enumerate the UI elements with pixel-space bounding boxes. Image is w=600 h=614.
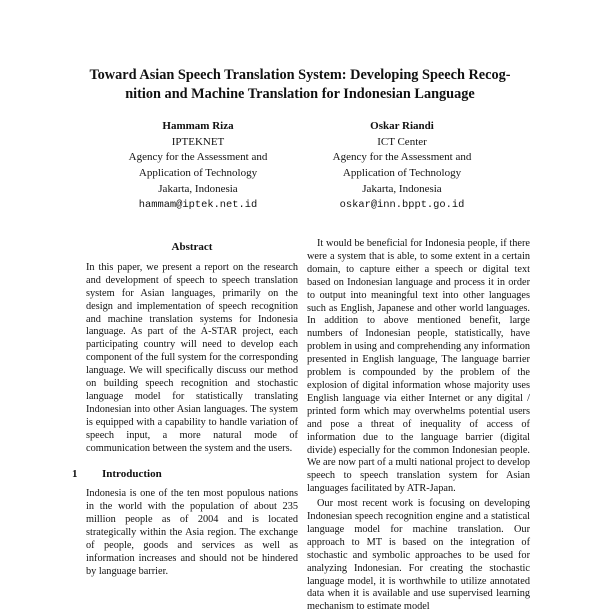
- author-org: ICT Center: [377, 135, 427, 148]
- section-title: Introduction: [102, 467, 162, 480]
- author-email: hammam@iptek.net.id: [138, 198, 258, 211]
- introduction-section: [72, 467, 298, 579]
- title-line-1: Toward Asian Speech Translation System: Developing Speech Recog-: [89, 67, 511, 83]
- paper-title: [62, 66, 538, 103]
- introduction-text: Indonesia is one of the ten most populous nations in the world with the population of about 235 million people as of 2004 and is located strategically within the Asia region. The exchange of people, goods and services as well as information increases and should not be hindered by language barrier.: [86, 488, 298, 577]
- section-number: 1: [72, 467, 78, 480]
- author-agency-line2: Application of Technology: [342, 167, 462, 180]
- author-name: Hammam Riza: [162, 120, 234, 132]
- abstract-section: [86, 241, 298, 456]
- title-line-2: nition and Machine Translation for Indonesian Language: [125, 85, 475, 102]
- body-paragraph-2: Our most recent work is focusing on developing Indonesian speech recognition engine and a statistical language model for machine translation. Our approach to MT is based on the integration of stochastic and symbolic approaches to be used for analyzing Indonesian. For creating the stochastic language model, it is worthwhile to utilize annotated data when it is available and use supervised learning mechanism to estimate model: [307, 498, 530, 613]
- left-column: [72, 241, 298, 579]
- author-block-2: [302, 119, 502, 213]
- author-agency-line2: Application of Technology: [138, 167, 258, 180]
- author-email: oskar@inn.bppt.go.id: [339, 198, 465, 211]
- author-block-1: [98, 119, 298, 213]
- author-location: Jakarta, Indonesia: [158, 182, 238, 195]
- author-agency-line1: Agency for the Assessment and: [128, 151, 268, 164]
- author-agency-line1: Agency for the Assessment and: [332, 151, 472, 164]
- abstract-text: In this paper, we present a report on the research and development of speech to speech translation system for Asian languages, primarily on the design and implementation of speech recognition and machine translation systems for Indonesia language. As part of the A-STAR project, each participating country will need to develop each component of the full system for the corresponding language. We will specifically discuss our method on building speech recognition and stochastic language model for statistically translating Indonesian into other Asian languages. The system is equipped with a capability to handle variation of speech input, a more natural mode of communication between the system and the users.: [86, 261, 298, 454]
- body-paragraph-1: It would be beneficial for Indonesia people, if there were a system that is able, to some extent in a certain domain, to capture either a speech or digital text based on Indonesian language and process it in order to output into meaningful text into other languages such as English, Japanese and other world languages. In addition to above mentioned benefit, large numbers of Indonesian people, statistically, have problem in using and comprehending any information presented in English language, The language barrier problem is compounded by the problem of the explosion of digital information whose majority uses English language via either Internet or any digital / printed form which may overwhelms potential users and pose a threat of inequality of access of information due to the language barrier (digital divide) especially for the common Indonesian people. We are now part of a multi national project to develop speech to speech translation system for Asian languages facilitated by ATR-Japan.: [307, 238, 530, 495]
- author-org: IPTEKNET: [171, 135, 225, 148]
- abstract-heading: Abstract: [171, 241, 213, 253]
- right-column: [307, 238, 530, 614]
- section-heading: [72, 468, 298, 481]
- author-location: Jakarta, Indonesia: [362, 182, 442, 195]
- author-name: Oskar Riandi: [370, 120, 434, 132]
